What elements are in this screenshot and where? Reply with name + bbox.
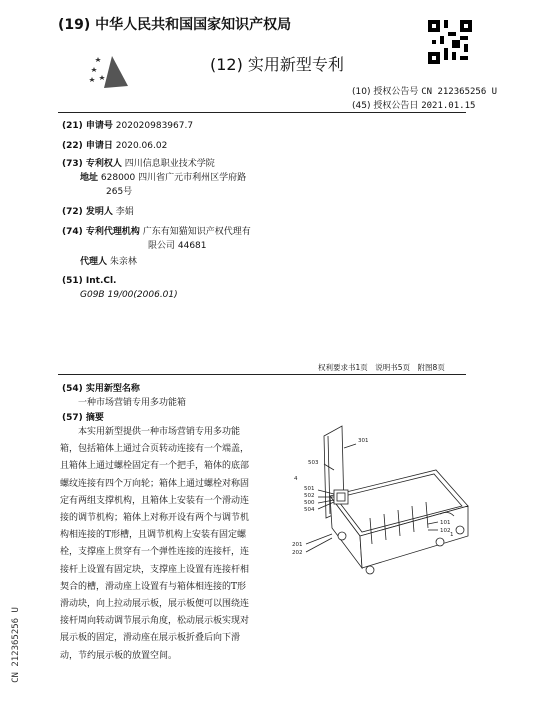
figure-label: 4 (294, 476, 298, 482)
header-divider (58, 112, 466, 113)
biblio-app-date: (22) 申请日 2020.06.02 (62, 141, 168, 151)
side-pub-number: CN 212365256 U (10, 607, 21, 683)
abstract-line: 构相连接的T形槽，且调节机构上安装有固定螺 (60, 530, 247, 541)
biblio-inventor: (72) 发明人 李娟 (62, 207, 134, 217)
cnipa-logo-icon (88, 52, 132, 90)
figure-label: 500 (304, 500, 315, 506)
biblio-agent: 代理人 朱亲林 (80, 257, 137, 267)
abstract-line: 接的调节机构；箱体上对称开设有两个与调节机 (60, 513, 250, 524)
abstract-text (60, 424, 278, 665)
qr-code-icon (428, 20, 472, 64)
abstract-line: 展示板的固定，滑动座在展示板折叠后向下滑 (60, 633, 241, 644)
office-name: (19) 中华人民共和国国家知识产权局 (58, 17, 292, 33)
figure-label: 1 (450, 532, 454, 538)
figure-label: 202 (292, 550, 303, 556)
figure-label: 201 (292, 542, 303, 548)
biblio-agency: (74) 专利代理机构 广东有知猫知识产权代理有 (62, 227, 251, 237)
figure-label: 502 (304, 493, 315, 499)
biblio-divider (58, 374, 466, 375)
abstract-label: (57) 摘要 (62, 413, 104, 423)
abstract-line: 接杆上设置有固定块，支撑座上设置有连接杆相 (60, 564, 250, 575)
abstract-line: 螺纹连接有四个万向轮；箱体上通过螺栓对称固 (60, 478, 250, 489)
figure-label: 301 (358, 438, 369, 444)
pub-date-row (352, 98, 475, 111)
pub-date: 2021.01.15 (421, 101, 476, 111)
figure-label: 501 (304, 486, 315, 492)
pub-number: CN 212365256 U (421, 87, 498, 97)
pub-number-label: (10) 授权公告号 (352, 87, 419, 97)
biblio-address-cont: 265号 (106, 187, 133, 197)
page-count-info: 权利要求书1页 说明书5页 附图8页 (318, 363, 445, 372)
abstract-line: 契合的槽，滑动座上设置有与箱体相连接的T形 (60, 581, 247, 592)
biblio-agency-cont: 限公司 44681 (148, 241, 207, 251)
biblio-app-no: (21) 申请号 202020983967.7 (62, 121, 194, 131)
patent-figure (290, 418, 470, 580)
title-label: (54) 实用新型名称 (62, 384, 140, 394)
abstract-line: 接杆周向转动调节展示角度，松动展示板实现对 (60, 616, 250, 627)
biblio-patentee: (73) 专利权人 四川信息职业技术学院 (62, 159, 215, 169)
abstract-line: 栓，支撑座上贯穿有一个弹性连接的连接杆，连 (60, 547, 250, 558)
figure-label: 102 (440, 528, 451, 534)
abstract-line: 定有两组支撑机构，且箱体上安装有一个滑动连 (60, 495, 250, 506)
abstract-line: 且箱体上通过螺栓固定有一个把手，箱体的底部 (60, 461, 250, 472)
biblio-intcl: (51) Int.Cl. (62, 276, 117, 286)
abstract-line: 本实用新型提供一种市场营销专用多功能 (78, 427, 241, 437)
biblio-address: 地址 628000 四川省广元市利州区学府路 (80, 173, 247, 183)
abstract-line: 动，节约展示板的放置空间。 (60, 650, 178, 661)
biblio-ipc-code: G09B 19/00(2006.01) (80, 290, 178, 300)
pub-number-row (352, 84, 497, 97)
document-type: (12) 实用新型专利 (210, 55, 344, 74)
figure-label: 504 (304, 507, 315, 513)
abstract-line: 滑动块，向上拉动展示板，展示板便可以围绕连 (60, 599, 250, 610)
utility-model-title: 一种市场营销专用多功能箱 (78, 398, 187, 408)
abstract-line: 箱，包括箱体上通过合页转动连接有一个端盖， (60, 444, 250, 455)
pub-date-label: (45) 授权公告日 (352, 101, 419, 111)
figure-label: 101 (440, 520, 451, 526)
figure-label: 503 (308, 460, 319, 466)
